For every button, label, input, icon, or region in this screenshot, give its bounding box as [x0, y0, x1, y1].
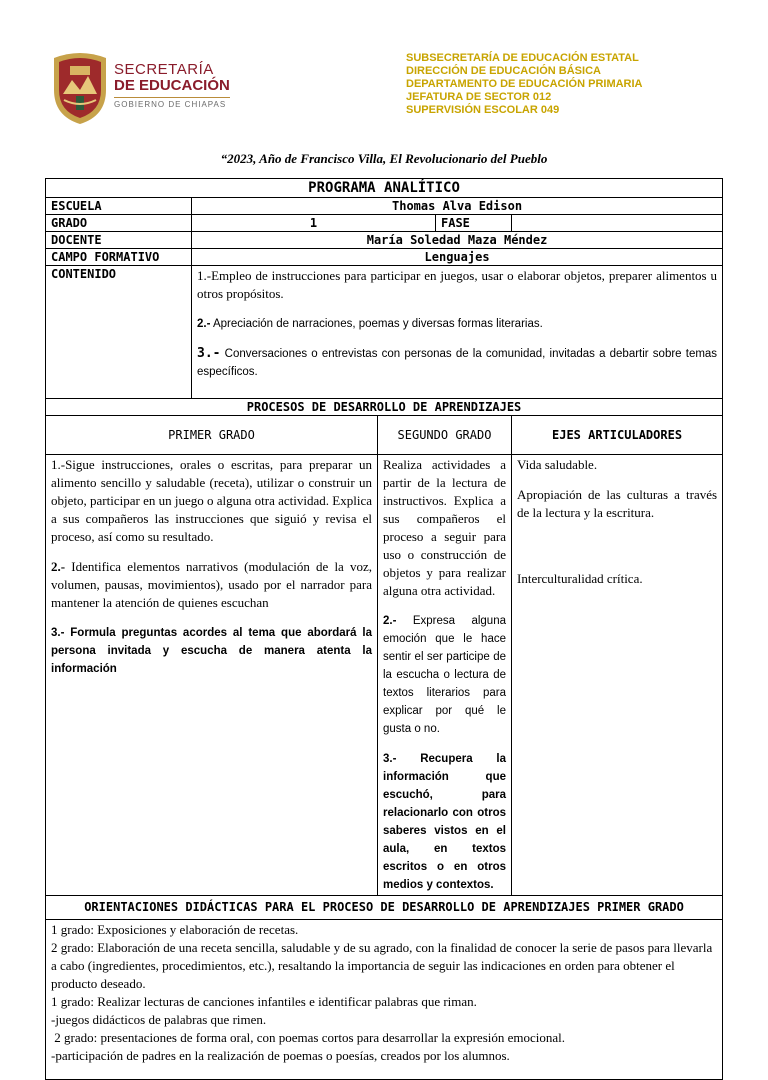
- procesos-title: PROCESOS DE DESARROLLO DE APRENDIZAJES: [46, 399, 723, 416]
- segundo-grado-item-3-number: 3.-: [383, 753, 397, 765]
- contenido-item-2-number: 2.-: [197, 318, 211, 330]
- chiapas-shield-icon: [50, 50, 110, 126]
- fase-value: [512, 215, 723, 232]
- institution-line: DIRECCIÓN DE EDUCACIÓN BÁSICA: [406, 65, 601, 77]
- grado-label: GRADO: [46, 215, 192, 232]
- ejes-header: EJES ARTICULADORES: [512, 416, 723, 455]
- primer-grado-header: PRIMER GRADO: [46, 416, 378, 455]
- eje-1: Vida saludable.: [517, 457, 598, 472]
- contenido-item-3-text: Conversaciones o entrevistas con personas de la comunidad, invitadas a debartir sobre temas específicos.: [197, 348, 718, 378]
- segundo-grado-item-2-number: 2.-: [383, 615, 397, 627]
- primer-grado-item-2-number: 2.-: [51, 559, 66, 574]
- logo-line1: SECRETARÍA: [114, 61, 214, 78]
- primer-grado-item-3: 3.- Formula preguntas acordes al tema que abordará la persona invitada y escucha de manera atenta la información: [51, 627, 372, 675]
- escuela-label: ESCUELA: [46, 198, 192, 215]
- logo-line3: GOBIERNO DE CHIAPAS: [114, 97, 230, 109]
- orientacion-line-2: 2 grado: Elaboración de una receta sencilla, saludable y de su agrado, con la finalidad de conocer la serie de pasos para llevarla a cabo (ingredientes, procedimientos, etc.), resaltando la importancia de seguir las indicaciones en orden para obtener el producto deseado.: [51, 940, 713, 991]
- segundo-grado-item-2-text: Expresa alguna emoción que le hace sentir el ser participe de la escucha o lectura de textos literarios para explicar por qué le gusta o no.: [383, 615, 506, 735]
- fase-label: FASE: [436, 215, 512, 232]
- primer-grado-item-1: 1.-Sigue instrucciones, orales o escritas, para preparar un alimento sencillo y saludable (receta), utilizar o construir un objeto, participar en un juego o alguna otra actividad. Explica a sus compañeros las instrucciones que siguió y revisa el proceso, así como su resultado.: [51, 457, 372, 544]
- segundo-grado-item-3: [383, 750, 506, 894]
- segundo-grado-item-1: Realiza actividades a partir de la lectura de instructivos. Explica a sus compañeros el proceso a seguir para uso o construcción de objetos y para realizar alguna otra actividad.: [383, 457, 506, 598]
- program-table: [45, 178, 723, 1080]
- segundo-grado-header: SEGUNDO GRADO: [378, 416, 512, 455]
- campo-formativo-label: CAMPO FORMATIVO: [46, 249, 192, 266]
- eje-3: Interculturalidad crítica.: [517, 571, 643, 586]
- document-header: [0, 0, 768, 175]
- primer-grado-item-2-text: Identifica elementos narrativos (modulación de la voz, volumen, pausas, movimientos), usado por el narrador para mantener la atención de quienes escuchan: [51, 559, 372, 610]
- contenido-label: CONTENIDO: [46, 266, 192, 399]
- institution-line: SUBSECRETARÍA DE EDUCACIÓN ESTATAL: [406, 52, 639, 64]
- grado-value: 1: [192, 215, 436, 232]
- program-title: PROGRAMA ANALÍTICO: [46, 179, 723, 198]
- primer-grado-item-2: [51, 558, 372, 612]
- orientacion-line-6: -participación de padres en la realización de poemas o poesías, creados por los alumnos.: [51, 1048, 510, 1063]
- orientaciones-cell: [46, 920, 723, 1080]
- eje-2: Apropiación de las culturas a través de la lectura y la escritura.: [517, 487, 718, 520]
- segundo-grado-cell: [378, 455, 512, 896]
- orientacion-line-3: 1 grado: Realizar lecturas de canciones infantiles e identificar palabras que riman.: [51, 994, 477, 1009]
- contenido-item-3-number: 3.-: [197, 346, 221, 361]
- segundo-grado-item-3-text: Recupera la información que escuchó, para relacionarlo con otros saberes vistos en el aula, en textos escritos o en otros medios y contextos.: [383, 753, 506, 891]
- orientaciones-title: ORIENTACIONES DIDÁCTICAS PARA EL PROCESO DE DESARROLLO DE APRENDIZAJES PRIMER GRADO: [46, 896, 723, 920]
- docente-value: María Soledad Maza Méndez: [192, 232, 723, 249]
- segundo-grado-item-2: [383, 612, 506, 738]
- logo-line2: DE EDUCACIÓN: [114, 77, 230, 94]
- primer-grado-cell: [46, 455, 378, 896]
- contenido-cell: [192, 266, 723, 399]
- orientacion-line-4: -juegos didácticos de palabras que rimen.: [51, 1012, 267, 1027]
- motto: “2023, Año de Francisco Villa, El Revolucionario del Pueblo: [220, 151, 548, 166]
- docente-label: DOCENTE: [46, 232, 192, 249]
- contenido-item-2: [197, 315, 717, 333]
- secretaria-logo: [50, 50, 240, 130]
- institution-block: [406, 52, 643, 117]
- orientacion-line-1: 1 grado: Exposiciones y elaboración de recetas.: [51, 922, 299, 937]
- escuela-value: Thomas Alva Edison: [192, 198, 723, 215]
- orientacion-line-5: 2 grado: presentaciones de forma oral, con poemas cortos para desarrollar la expresión emocional.: [51, 1030, 566, 1045]
- institution-line: DEPARTAMENTO DE EDUCACIÓN PRIMARIA: [406, 78, 643, 90]
- contenido-item-2-text: Apreciación de narraciones, poemas y diversas formas literarias.: [210, 318, 543, 330]
- campo-formativo-value: Lenguajes: [192, 249, 723, 266]
- contenido-item-3: [197, 345, 717, 381]
- contenido-item-1: 1.-Empleo de instrucciones para participar en juegos, usar o elaborar objetos, preparer alimentos u otros propósitos.: [197, 268, 718, 301]
- institution-line: JEFATURA DE SECTOR 012: [406, 91, 552, 103]
- institution-line: SUPERVISIÓN ESCOLAR 049: [406, 104, 560, 116]
- ejes-cell: [512, 455, 723, 896]
